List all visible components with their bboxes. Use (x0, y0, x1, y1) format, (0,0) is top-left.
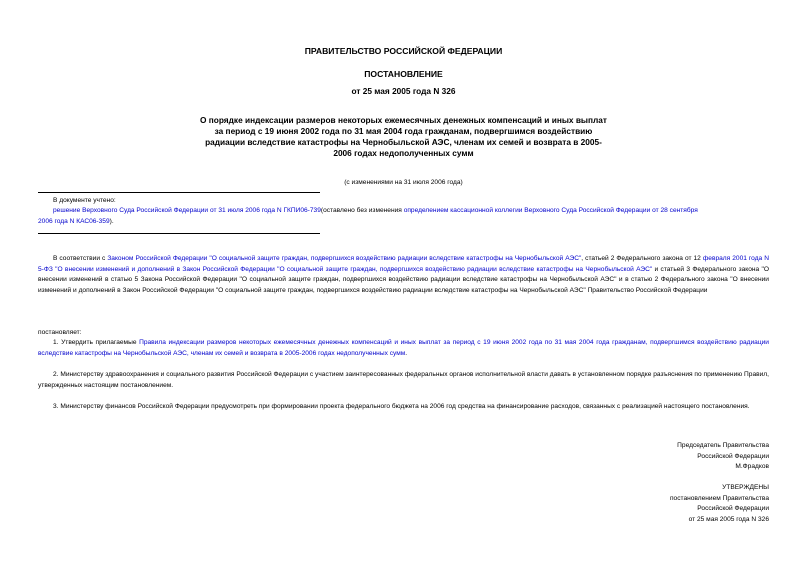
note-label: В документе учтено: (53, 197, 116, 204)
federal-law-link[interactable]: февраля 2001 года N 5-ФЗ "О внесении изменений и дополнений в Закон Российской Федерации "О социальной защите граждан, подвергшихся воздействию радиации вследствие катастрофы на Чернобыльской АЭС" (38, 255, 769, 273)
approval-line-3: Российской Федерации (697, 505, 769, 512)
document-type: ПОСТАНОВЛЕНИЕ (364, 69, 443, 79)
divider-bottom (38, 233, 320, 234)
signature-country: Российской Федерации (697, 452, 769, 460)
resolution-item-1: 1. Утвердить прилагаемые Правила индексации размеров некоторых ежемесячных денежных компенсаций и иных выплат за период с 19 июня 2002 года по 31 мая 2004 года гражданам, подвергшимся воздействию радиации вследствие катастрофы на Чернобыльской АЭС, членам их семей и возврата в 2005-2006 годах недополученных сумм. (38, 339, 769, 357)
changes-note: (с изменениями на 31 июля 2006 года) (344, 179, 463, 186)
approval-block (560, 483, 769, 525)
note-line-continued (38, 217, 769, 228)
document-title: О порядке индексации размеров некоторых ежемесячных денежных компенсаций и иных выплат за период с 19 июня 2002 года по 31 мая 2004 года гражданам, подвергшимся воздействию радиации вследствие катастрофы на Чернобыльской АЭС, членам их семей и возврата в 2005-2006 годах недополученных сумм (200, 115, 607, 158)
approval-line-4: от 25 мая 2005 года N 326 (688, 515, 769, 523)
cassation-ruling-link[interactable]: определением кассационной коллегии Верховного Суда Российской Федерации от 28 сентября (403, 207, 698, 214)
cassation-ruling-link-cont[interactable]: 2006 года N КАС06-359 (38, 218, 110, 225)
note-text: (оставлено без изменения (320, 207, 404, 214)
resolution-item-2: 2. Министерству здравоохранения и социального развития Российской Федерации с участием заинтересованных федеральных органов исполнительной власти давать в установленном порядке разъяснения по применению Правил, утвержденных настоящим постановлением. (38, 371, 769, 389)
signature-name: М.Фрадков (735, 463, 769, 470)
supreme-court-decision-link[interactable]: решение Верховного Суда Российской Федерации от 31 июля 2006 года N ГКПИ06-739 (53, 207, 321, 214)
government-heading: ПРАВИТЕЛЬСТВО РОССИЙСКОЙ ФЕДЕРАЦИИ (304, 46, 503, 56)
law-link[interactable]: Законом Российской Федерации "О социальной защите граждан, подвергшихся воздействию радиации вследствие катастрофы на Чернобыльской АЭС" (107, 255, 582, 262)
note-line (53, 206, 769, 217)
signature-position: Председатель Правительства (677, 442, 769, 449)
preamble-paragraph: В соответствии с Законом Российской Федерации "О социальной защите граждан, подвергшихся воздействию радиации вследствие катастрофы на Чернобыльской АЭС", статьей 2 Федерального закона от 12 февраля 2001 года N 5-ФЗ "О внесении изменений и дополнений в Закон Российской Федерации "О социальной защите граждан, подвергшихся воздействию радиации вследствие катастрофы на Чернобыльской АЭС" и статьей 3 Федерального закона "О внесении изменений в статью 5 Закона Российской Федерации "О социальной защите граждан, подвергшихся воздействию радиации вследствие катастрофы на Чернобыльской АЭС" и в статью 2 Федерального закона "О внесении изменений и дополнений в Закон Российской Федерации "О социальной защите граждан, подвергшихся воздействию радиации вследствие катастрофы на Чернобыльской АЭС" Правительство Российской Федерации (38, 255, 769, 294)
document-date-number: от 25 мая 2005 года N 326 (351, 86, 456, 96)
resolves-label: постановляет: (38, 329, 82, 336)
rules-link[interactable]: Правила индексации размеров некоторых ежемесячных денежных компенсаций и иных выплат за период с 19 июня 2002 года по 31 мая 2004 года гражданам, подвергшимся воздействию радиации вследствие катастрофы на Чернобыльской АЭС, членам их семей и возврата в 2005-2006 годах недополученных сумм (38, 339, 769, 357)
resolution-item-3: 3. Министерству финансов Российской Федерации предусмотреть при формировании проекта федерального бюджета на 2006 год средства на финансирование расходов, связанных с реализацией настоящего постановления. (53, 403, 750, 410)
approval-line-2: постановлением Правительства (669, 494, 769, 502)
signature-block (560, 441, 769, 473)
note-end: ). (109, 218, 114, 225)
approval-heading: УТВЕРЖДЕНЫ (722, 484, 769, 491)
divider-top (38, 192, 320, 193)
